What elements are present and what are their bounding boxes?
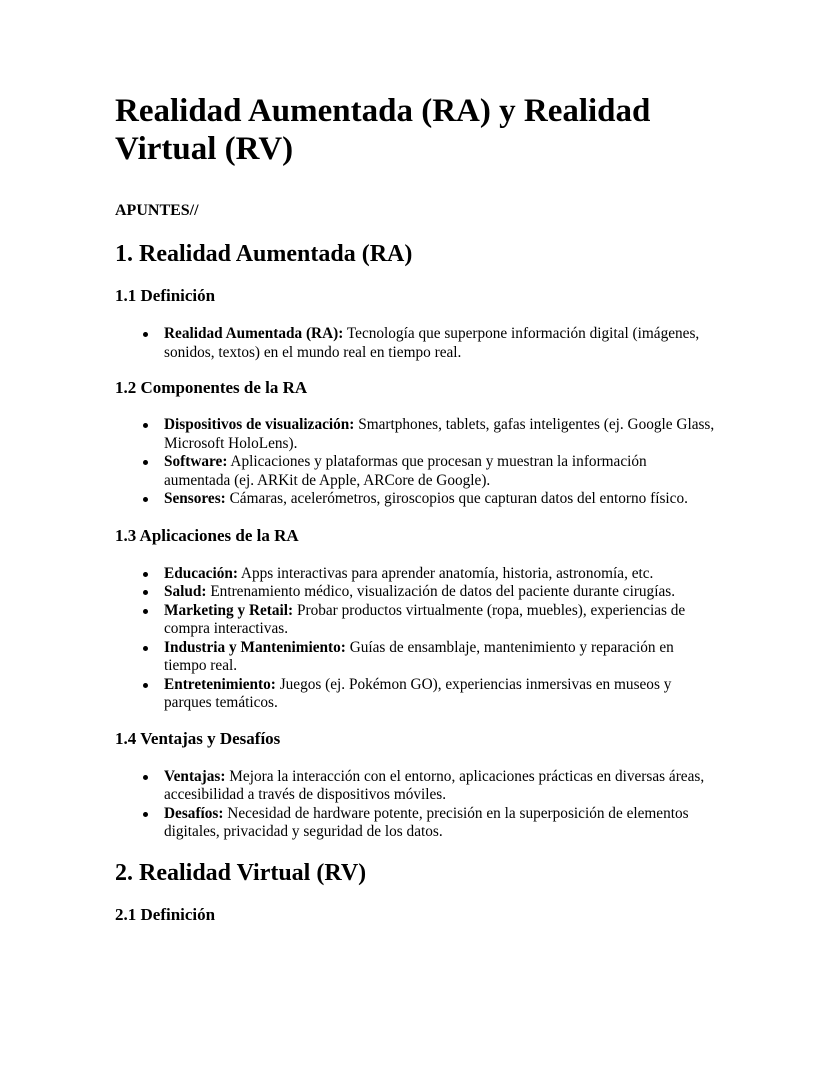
list-item-term: Desafíos: xyxy=(164,804,224,822)
list-item-text: Apps interactivas para aprender anatomía, historia, astronomía, etc. xyxy=(237,564,654,582)
definition-list xyxy=(115,325,715,362)
subsection-heading-componentes: 1.2 Componentes de la RA xyxy=(115,378,308,397)
list-item-term: Dispositivos de visualización: xyxy=(164,416,355,433)
list-item-term: Marketing y Retail: xyxy=(164,601,294,619)
list-item xyxy=(164,416,715,453)
list-item xyxy=(164,325,715,362)
section-heading-rv: 2. Realidad Virtual (RV) xyxy=(115,859,367,886)
list-item-term: Educación: xyxy=(164,564,238,582)
notes-label: APUNTES// xyxy=(115,202,199,219)
list-item-term: Salud: xyxy=(164,583,207,600)
subsection-heading-aplicaciones: 1.3 Aplicaciones de la RA xyxy=(115,525,299,545)
list-item-text: Aplicaciones y plataformas que procesan y muestran la información aumentada (ej. ARKit de Apple, ARCore de Google). xyxy=(164,453,647,489)
list-item xyxy=(164,805,715,842)
list-item-text: Cámaras, acelerómetros, giroscopios que capturan datos del entorno físico. xyxy=(225,490,688,507)
list-item-text: Guías de ensamblaje, mantenimiento y reparación en tiempo real. xyxy=(164,638,674,674)
list-item xyxy=(164,583,715,602)
section-heading-ra: 1. Realidad Aumentada (RA) xyxy=(115,241,413,267)
document-title: Realidad Aumentada (RA) y Realidad Virtual (RV) xyxy=(115,93,651,167)
applications-list xyxy=(115,565,715,713)
list-item-text: Probar productos virtualmente (ropa, muebles), experiencias de compra interactivas. xyxy=(164,601,686,637)
subsection-heading-definicion: 1.1 Definición xyxy=(115,286,216,305)
subsection-heading-definicion-rv: 2.1 Definición xyxy=(115,904,216,924)
list-item xyxy=(164,639,715,676)
list-item-text: Mejora la interacción con el entorno, aplicaciones prácticas en diversas áreas, accesibilidad a través de dispositivos móviles. xyxy=(164,767,705,803)
list-item xyxy=(164,768,715,805)
list-item-text: Necesidad de hardware potente, precisión en la superposición de elementos digitales, privacidad y seguridad de los datos. xyxy=(164,804,689,840)
advantages-list xyxy=(115,768,715,842)
list-item-text: Tecnología que superpone información digital (imágenes, sonidos, textos) en el mundo real en tiempo real. xyxy=(164,325,700,361)
list-item-text: Smartphones, tablets, gafas inteligentes (ej. Google Glass, Microsoft HoloLens). xyxy=(164,416,715,452)
list-item-text: Entrenamiento médico, visualización de datos del paciente durante cirugías. xyxy=(206,583,676,600)
list-item-term: Ventajas: xyxy=(164,767,226,785)
list-item xyxy=(164,453,715,490)
document-page xyxy=(115,92,715,925)
components-list xyxy=(115,416,715,509)
subsection-heading-ventajas: 1.4 Ventajas y Desafíos xyxy=(115,728,281,748)
list-item xyxy=(164,490,715,509)
list-item xyxy=(164,565,715,584)
list-item-text: Juegos (ej. Pokémon GO), experiencias inmersivas en museos y parques temáticos. xyxy=(164,675,672,711)
list-item xyxy=(164,676,715,713)
list-item-term: Industria y Mantenimiento: xyxy=(164,638,346,656)
list-item-term: Sensores: xyxy=(164,490,226,507)
list-item-term: Entretenimiento: xyxy=(164,675,276,693)
list-item xyxy=(164,602,715,639)
list-item-term: Realidad Aumentada (RA): xyxy=(164,325,344,342)
list-item-term: Software: xyxy=(164,453,228,470)
